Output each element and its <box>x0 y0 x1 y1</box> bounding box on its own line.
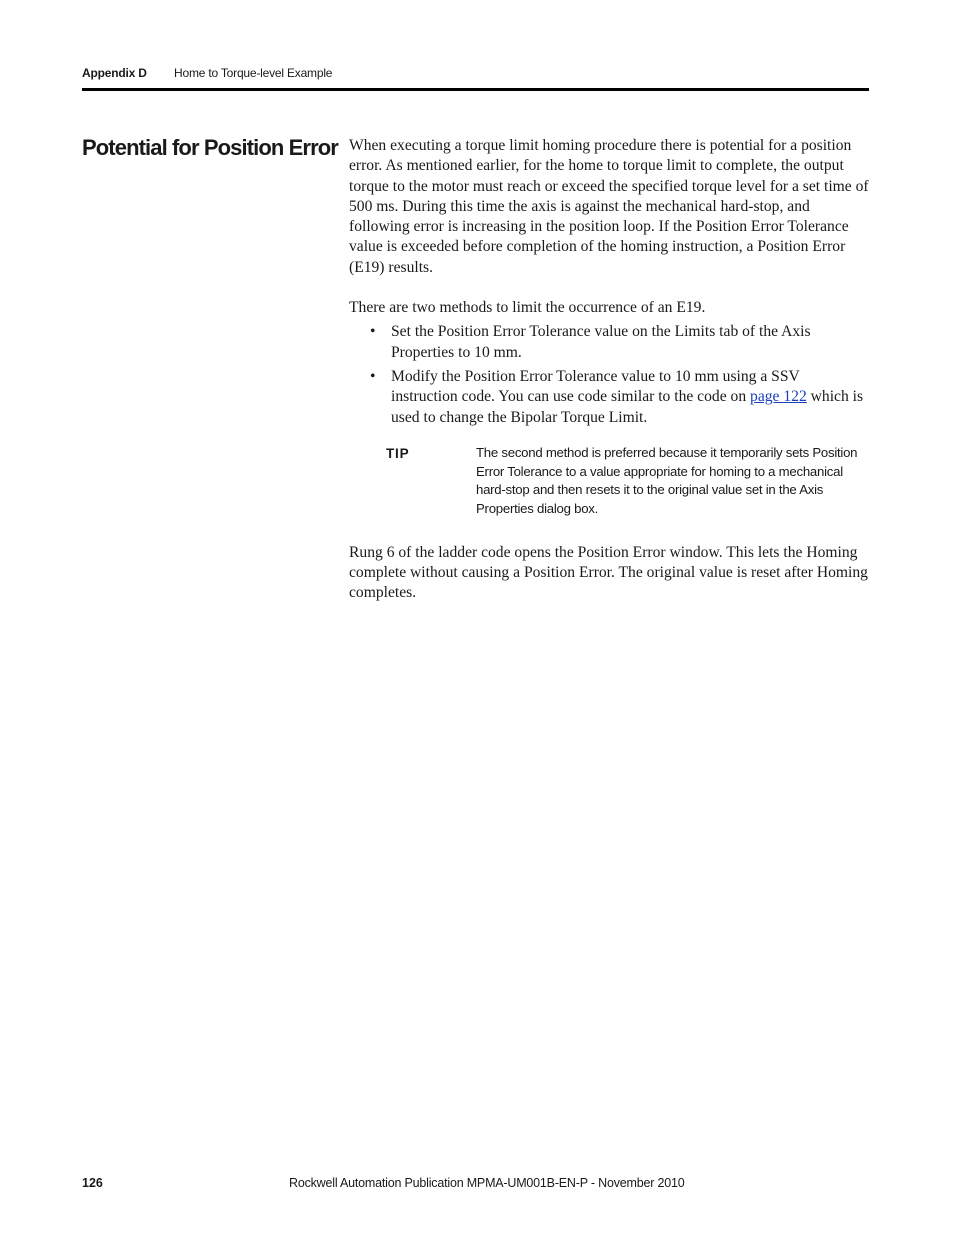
body-column <box>349 136 869 604</box>
header-chapter-title: Home to Torque-level Example <box>174 66 333 80</box>
bullet-text-after-link: which is used to change the Bipolar Torque Limit. <box>391 388 864 426</box>
bullet-glyph: • <box>370 367 376 385</box>
header-rule <box>82 88 869 91</box>
bullet-glyph: • <box>370 323 376 341</box>
tip-box <box>349 444 869 520</box>
page-number: 126 <box>82 1176 103 1190</box>
list-item <box>349 322 869 363</box>
bullet-text: Set the Position Error Tolerance value on the Limits tab of the Axis Properties to 10 mm. <box>391 323 811 361</box>
page-122-link[interactable]: page 122 <box>750 388 807 406</box>
page-header <box>82 66 869 86</box>
methods-list <box>349 322 869 427</box>
tip-text: The second method is preferred because it temporarily sets Position Error Tolerance to a value appropriate for homing to a mechanical hard-stop and then resets it to the original value set in the Axis Properties dialog box. <box>476 444 858 517</box>
publication-info: Rockwell Automation Publication MPMA-UM001B-EN-P - November 2010 <box>289 1176 685 1190</box>
methods-paragraph: There are two methods to limit the occurrence of an E19. <box>349 299 706 317</box>
header-appendix: Appendix D <box>82 66 147 80</box>
tip-label: TIP <box>386 445 410 461</box>
intro-paragraph: When executing a torque limit homing procedure there is potential for a position error. As mentioned earlier, for the home to torque limit to complete, the output torque to the motor must reach or exceed the specified torque level for a set time of 500 ms. During this time the axis is against the mechanical hard-stop, and following error is increasing in the position loop. If the Position Error Tolerance value is exceeded before completion of the homing instruction, a Position Error (E19) results. <box>349 137 869 276</box>
section-title: Potential for Position Error <box>82 135 338 160</box>
rung-paragraph: Rung 6 of the ladder code opens the Position Error window. This lets the Homing complete without causing a Position Error. The original value is reset after Homing completes. <box>349 543 868 602</box>
bullet-text-before-link: Modify the Position Error Tolerance value to 10 mm using a SSV instruction code. You can use code similar to the code on <box>391 367 800 406</box>
list-item <box>349 367 869 428</box>
